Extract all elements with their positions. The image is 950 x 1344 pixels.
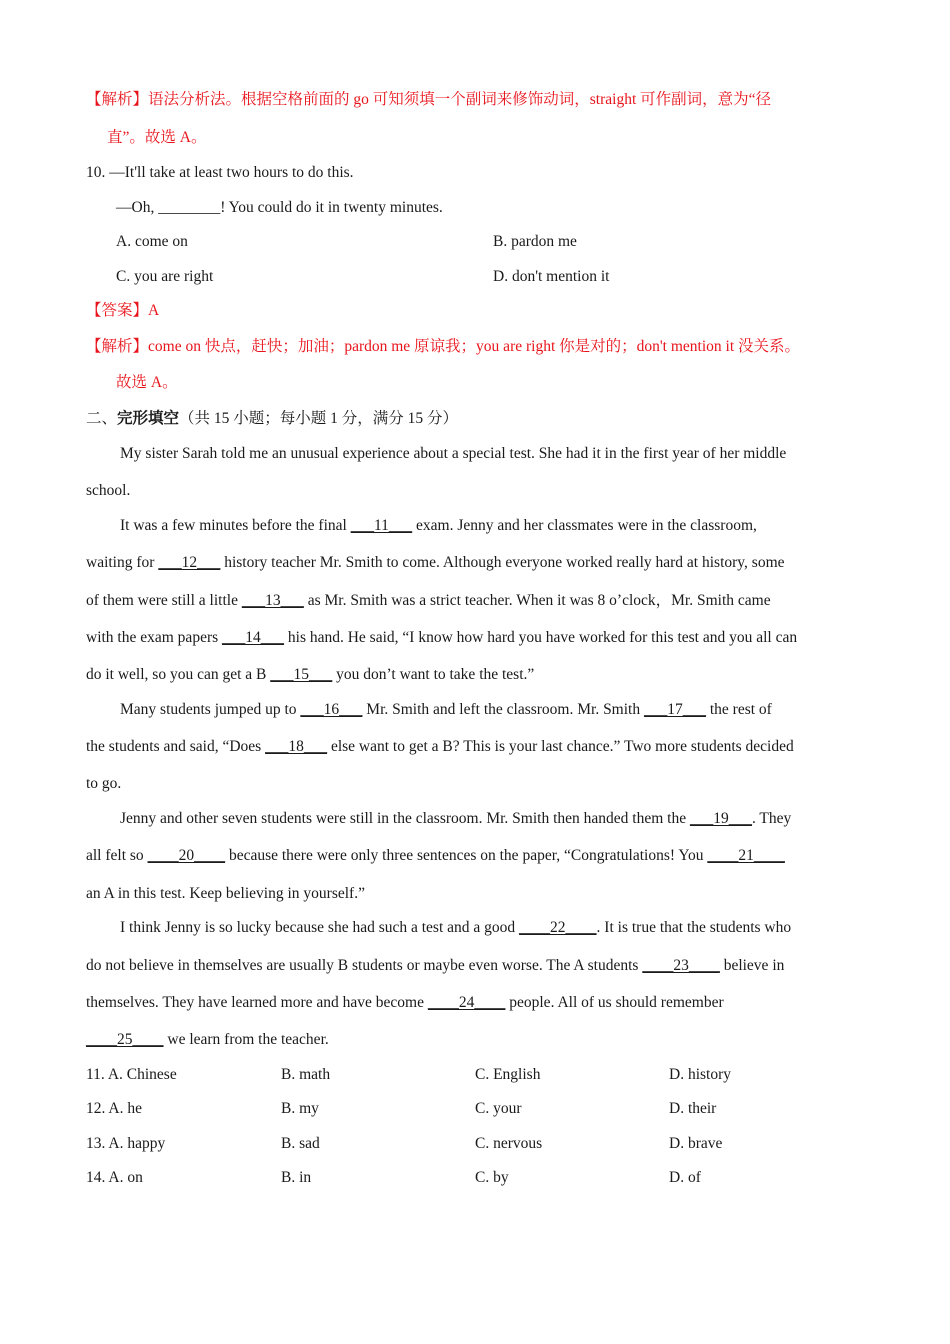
q10-option-c: C. you are right	[116, 268, 214, 285]
explanation-text: come on 快点，赶快；加油；pardon me 原谅我；you are right 你是对的；don't mention it 没关系。	[148, 338, 801, 355]
passage-p2-line2: waiting for ___12___ history teacher Mr. Smith to come. Although everyone worked really hard at history, some	[86, 554, 785, 571]
choice-d: D. history	[669, 1066, 731, 1083]
blank-24: ____24____	[427, 994, 506, 1011]
explanation-tag: 【解析】	[86, 91, 149, 108]
blank-19: ___19___	[689, 810, 752, 827]
q10-answer	[86, 301, 159, 321]
passage-p2-line4: with the exam papers ___14___ his hand. He said, “I know how hard you have worked for this test and you all can	[86, 629, 798, 646]
blank-17: ___17___	[643, 701, 706, 718]
choice-a: 11. A. Chinese	[86, 1066, 177, 1083]
passage-p5-line1: I think Jenny is so lucky because she had such a test and a good ____22____. It is true that the students who	[120, 919, 792, 936]
choice-a: 12. A. he	[86, 1100, 142, 1117]
choice-b: B. in	[281, 1169, 312, 1186]
blank-23: ____23____	[642, 957, 720, 974]
choice-b: B. my	[281, 1100, 319, 1117]
q10-option-a: A. come on	[116, 233, 188, 250]
passage-p4-line2: all felt so ____20____ because there were only three sentences on the paper, “Congratulations! You ____21____	[86, 847, 785, 864]
q9-explanation-line1	[86, 90, 771, 110]
choice-c: C. nervous	[475, 1135, 543, 1152]
q10-stem-line1: 10. —It'll take at least two hours to do this.	[86, 164, 354, 181]
passage-p2-line5: do it well, so you can get a B ___15___ you don’t want to take the test.”	[86, 666, 535, 683]
passage-p5-line3: themselves. They have learned more and have become ____24____ people. All of us should remember	[86, 994, 724, 1011]
blank-14: ___14___	[222, 629, 285, 646]
passage-p2-line1: It was a few minutes before the final ___11___ exam. Jenny and her classmates were in the classroom,	[120, 517, 757, 534]
passage-p4-line3: an A in this test. Keep believing in yourself.”	[86, 885, 365, 902]
q9-explanation-line2: 直”。故选 A。	[107, 129, 207, 146]
blank-12: ___12___	[158, 554, 221, 571]
section-number: 二、	[86, 410, 118, 427]
passage-p1-line2: school.	[86, 482, 131, 499]
choice-b: B. sad	[281, 1135, 320, 1152]
q10-stem-line2: —Oh, ________! You could do it in twenty minutes.	[116, 199, 443, 216]
blank-21: ____21____	[707, 847, 785, 864]
blank-11: ___11___	[350, 517, 413, 534]
q10-option-d: D. don't mention it	[493, 268, 610, 285]
passage-p2-line3: of them were still a little ___13___ as Mr. Smith was a strict teacher. When it was 8 o’clock，Mr. Smith came	[86, 592, 771, 609]
passage-p5-line2: do not believe in themselves are usually B students or maybe even worse. The A students ____23____ believe in	[86, 957, 785, 974]
blank-16: ___16___	[300, 701, 363, 718]
choice-d: D. of	[669, 1169, 701, 1186]
choice-a: 13. A. happy	[86, 1135, 166, 1152]
choice-b: B. math	[281, 1066, 331, 1083]
passage-p3-line2: the students and said, “Does ___18___ else want to get a B? This is your last chance.” Two more students decided	[86, 738, 794, 755]
blank-20: ____20____	[147, 847, 226, 864]
passage-p1-line1: My sister Sarah told me an unusual experience about a special test. She had it in the first year of her middle	[120, 445, 787, 462]
passage-p3-line3: to go.	[86, 775, 122, 792]
blank-15: ___15___	[270, 666, 333, 683]
choice-d: D. brave	[669, 1135, 723, 1152]
blank-18: ___18___	[265, 738, 328, 755]
choice-c: C. your	[475, 1100, 522, 1117]
passage-p3-line1: Many students jumped up to ___16___ Mr. Smith and left the classroom. Mr. Smith ___17___ the rest of	[120, 701, 772, 718]
choice-c: C. by	[475, 1169, 509, 1186]
q10-option-b: B. pardon me	[493, 233, 577, 250]
choice-a: 14. A. on	[86, 1169, 143, 1186]
blank-13: ___13___	[241, 592, 304, 609]
passage-p4-line1: Jenny and other seven students were still in the classroom. Mr. Smith then handed them the ___19___. They	[120, 810, 792, 827]
section-note: （共 15 小题；每小题 1 分，满分 15 分）	[179, 410, 459, 427]
section-title: 完形填空	[117, 410, 180, 427]
explanation-tag: 【解析】	[86, 338, 149, 355]
q10-explanation-line2: 故选 A。	[116, 374, 178, 391]
blank-25: ____25____	[86, 1031, 164, 1048]
answer-tag: 【答案】	[86, 302, 149, 319]
blank-22: ____22____	[519, 919, 597, 936]
choice-d: D. their	[669, 1100, 717, 1117]
section-heading	[86, 409, 458, 429]
passage-p5-line4: ____25____ we learn from the teacher.	[86, 1031, 329, 1048]
answer-value: A	[148, 302, 160, 319]
explanation-text: 语法分析法。根据空格前面的 go 可知须填一个副词来修饰动词，straight 可作副词，意为“径	[148, 91, 772, 108]
q10-explanation-line1	[86, 337, 800, 357]
choice-c: C. English	[475, 1066, 541, 1083]
